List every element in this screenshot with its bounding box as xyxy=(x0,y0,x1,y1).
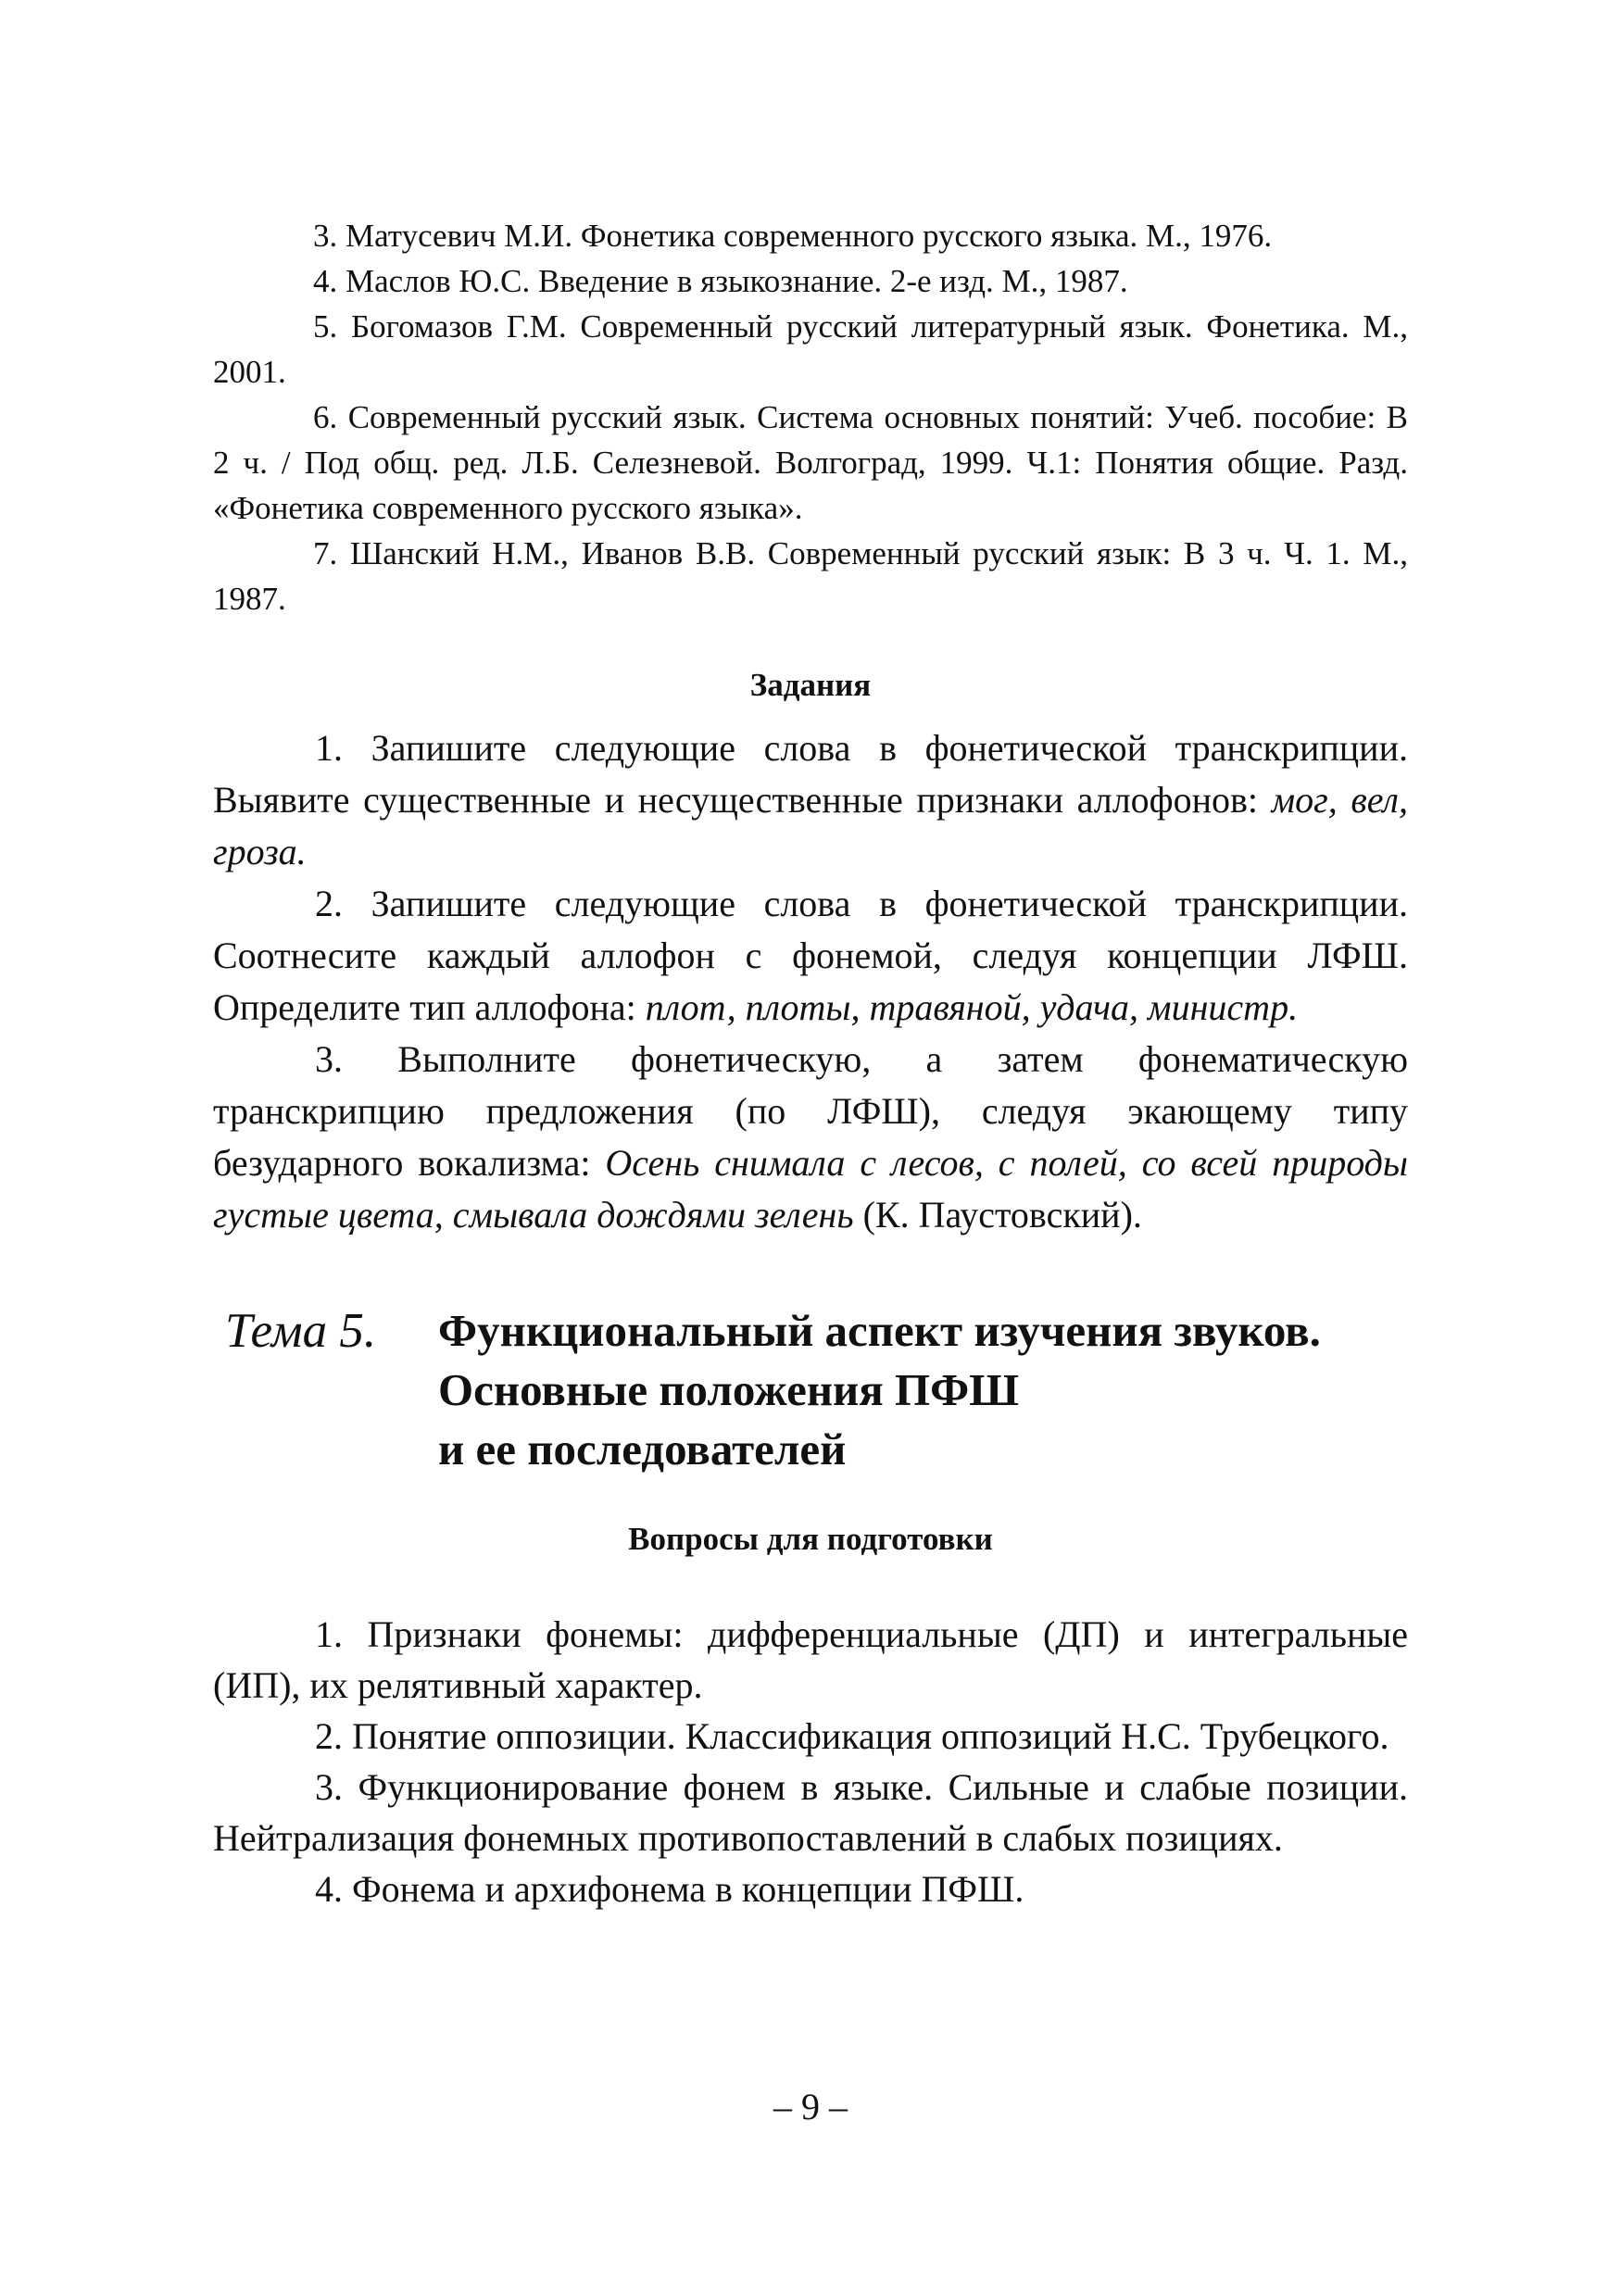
task-text: 1. Запишите следующие слова в фонетической транскрипции. Выявите существенные и несущественные признаки аллофонов: xyxy=(213,727,1408,821)
questions-heading: Вопросы для подготовки xyxy=(628,1521,993,1557)
question-item: 2. Понятие оппозиции. Классификация оппозиций Н.С. Трубецкого. xyxy=(315,1715,1389,1757)
tasks-heading: Задания xyxy=(749,667,872,703)
reference-item: 6. Современный русский язык. Система основных понятий: Учеб. пособие: В 2 ч. / Под общ. ред. Л.Б. Селезневой. Волгоград, 1999. Ч.1: Понятия общие. Разд. «Фонетика современного русского языка». xyxy=(213,399,1408,526)
theme-title-line: Функциональный аспект изучения звуков. xyxy=(438,1305,1321,1356)
theme-label: Тема 5. xyxy=(225,1304,377,1358)
theme-title xyxy=(438,1301,1420,1479)
reference-item: 3. Матусевич М.И. Фонетика современного русского языка. М., 1976. xyxy=(313,218,1273,254)
task-examples: Осень снимала с лесов, с полей, со всей природы густые цвета, смывала дождями зелень xyxy=(213,1142,1408,1236)
theme-title-line: Основные положения ПФШ xyxy=(438,1364,1020,1415)
question-item: 4. Фонема и архифонема в концепции ПФШ. xyxy=(315,1868,1024,1910)
task-examples: мог, вел, гроза. xyxy=(213,779,1408,872)
theme-title-line: и ее последователей xyxy=(438,1424,847,1474)
page-number: – 9 – xyxy=(773,2086,848,2127)
task-item xyxy=(213,1034,1408,1241)
task-text: 3. Выполните фонетическую, а затем фонематическую транскрипцию предложения (по ЛФШ), следуя экающему типу безударного вокализма: xyxy=(213,1038,1408,1184)
tasks-list xyxy=(213,722,1408,1241)
reference-list xyxy=(213,213,1408,621)
task-item xyxy=(213,722,1408,878)
question-item: 3. Функционирование фонем в языке. Сильные и слабые позиции. Нейтрализация фонемных противопоставлений в слабых позициях. xyxy=(213,1766,1408,1859)
reference-item: 5. Богомазов Г.М. Современный русский литературный язык. Фонетика. М., 2001. xyxy=(213,308,1408,390)
task-text: 2. Запишите следующие слова в фонетической транскрипции. Соотнесите каждый аллофон с фонемой, следуя концепции ЛФШ. Определите тип аллофона: xyxy=(213,883,1408,1028)
task-item xyxy=(213,878,1408,1034)
reference-item: 7. Шанский Н.М., Иванов В.В. Современный русский язык: В 3 ч. Ч. 1. М., 1987. xyxy=(213,535,1408,617)
question-item: 1. Признаки фонемы: дифференциальные (ДП) и интегральные (ИП), их релятивный характер. xyxy=(213,1613,1408,1706)
reference-item: 4. Маслов Ю.С. Введение в языкознание. 2-е изд. М., 1987. xyxy=(313,263,1128,299)
task-tail: (К. Паустовский). xyxy=(853,1194,1142,1236)
task-examples: плот, плоты, травяной, удача, министр. xyxy=(645,986,1299,1028)
questions-list xyxy=(213,1609,1408,1914)
